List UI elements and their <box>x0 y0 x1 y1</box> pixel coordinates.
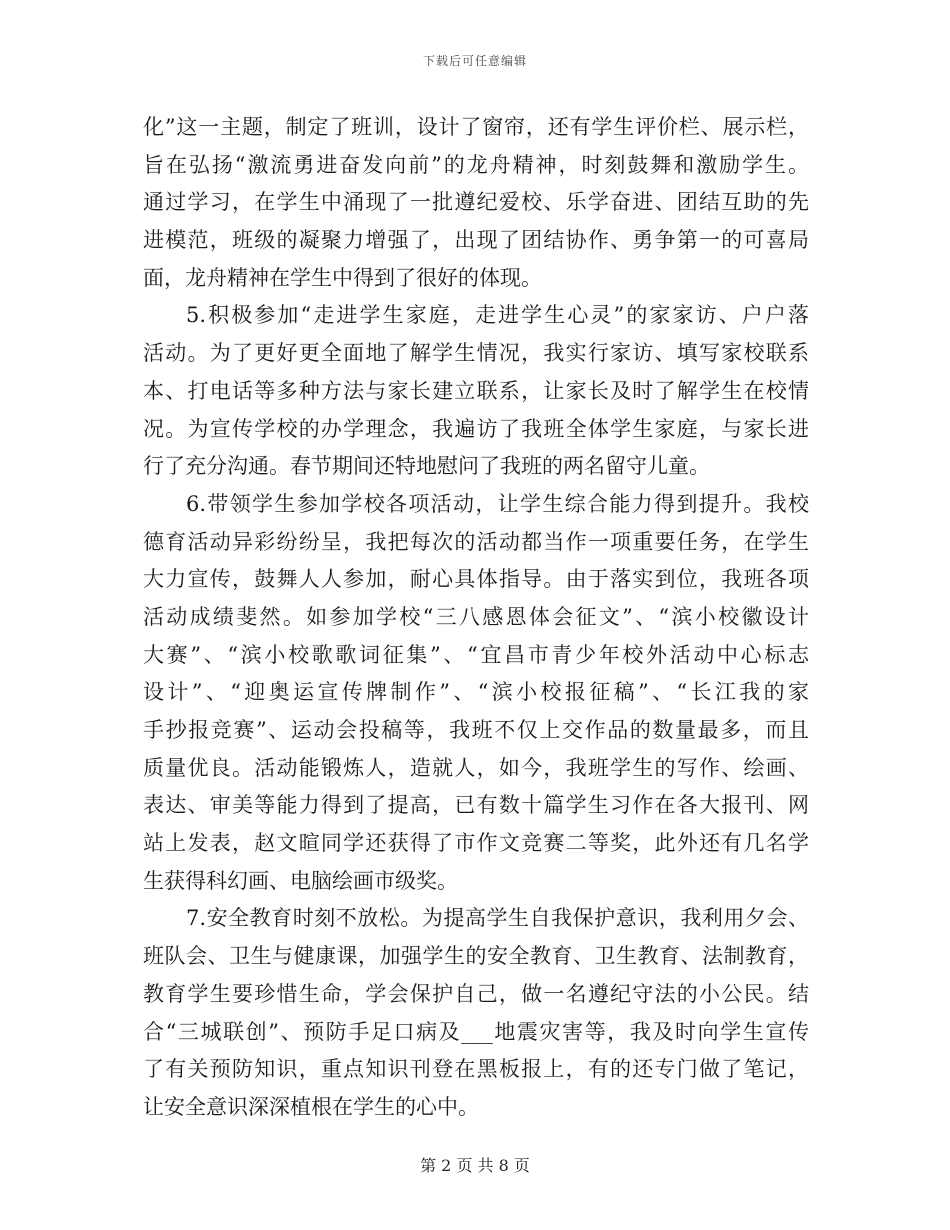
text-line: 行了充分沟通。春节期间还特地慰问了我班的两名留守儿童。 <box>143 454 710 479</box>
text-line: 手抄报竞赛”、运动会投稿等，我班不仅上交作品的数量最多，而且 <box>143 718 809 742</box>
text-line: 本、打电话等多种方法与家长建立联系，让家长及时了解学生在校情 <box>143 378 809 403</box>
text-line: 让安全意识深深植根在学生的心中。 <box>143 1094 479 1119</box>
text-line: 教育学生要珍惜生命，学会保护自己，做一名遵纪守法的小公民。结 <box>143 981 809 1006</box>
text-line: 站上发表，赵文暄同学还获得了市作文竞赛二等奖，此外还有几名学 <box>143 831 809 856</box>
text-line: 活动成绩斐然。如参加学校“三八感恩体会征文”、“滨小校徽设计 <box>143 604 809 629</box>
text-line: 设计”、“迎奥运宣传牌制作”、“滨小校报征稿”、“长江我的家 <box>143 680 809 705</box>
text-line: 化”这一主题，制定了班训，设计了窗帘，还有学生评价栏、展示栏， <box>143 115 809 139</box>
page-number: 第 2 页 共 8 页 <box>420 1156 530 1175</box>
text-line: 了有关预防知识，重点知识刊登在黑板报上，有的还专门做了笔记， <box>143 1057 809 1082</box>
text-line: 大赛”、“滨小校歌歌词征集”、“宜昌市青少年校外活动中心标志 <box>143 642 809 667</box>
text-line: 进模范，班级的凝聚力增强了，出现了团结协作、勇争第一的可喜局 <box>143 228 809 253</box>
text-line: 合“三城联创”、预防手足口病及___地震灾害等，我及时向学生宣传 <box>143 1019 809 1044</box>
document-body <box>143 109 809 1127</box>
text-line: 面，龙舟精神在学生中得到了很好的体现。 <box>143 265 542 290</box>
text-line: 5.积极参加“走进学生家庭，走进学生心灵”的家家访、户户落 <box>186 303 809 328</box>
text-line: 大力宣传，鼓舞人人参加，耐心具体指导。由于落实到位，我班各项 <box>143 567 809 592</box>
text-line: 班队会、卫生与健康课，加强学生的安全教育、卫生教育、法制教育， <box>143 944 809 969</box>
text-line: 活动。为了更好更全面地了解学生情况，我实行家访、填写家校联系 <box>143 341 809 366</box>
page-header: 下载后可任意编辑 <box>422 54 527 68</box>
text-line: 生获得科幻画、电脑绘画市级奖。 <box>143 868 458 893</box>
text-line: 表达、审美等能力得到了提高，已有数十篇学生习作在各大报刊、网 <box>143 793 809 818</box>
text-line: 6.带领学生参加学校各项活动，让学生综合能力得到提升。我校 <box>186 491 809 516</box>
text-line: 况。为宣传学校的办学理念，我遍访了我班全体学生家庭，与家长进 <box>143 416 809 441</box>
text-line: 旨在弘扬“激流勇进奋发向前”的龙舟精神，时刻鼓舞和激励学生。 <box>143 152 809 177</box>
text-line: 质量优良。活动能锻炼人，造就人，如今，我班学生的写作、绘画、 <box>143 755 809 780</box>
text-line: 通过学习，在学生中涌现了一批遵纪爱校、乐学奋进、团结互助的先 <box>143 190 809 215</box>
text-line: 7.安全教育时刻不放松。为提高学生自我保护意识，我利用夕会、 <box>186 906 809 931</box>
text-line: 德育活动异彩纷纷呈，我把每次的活动都当作一项重要任务，在学生 <box>143 529 809 554</box>
